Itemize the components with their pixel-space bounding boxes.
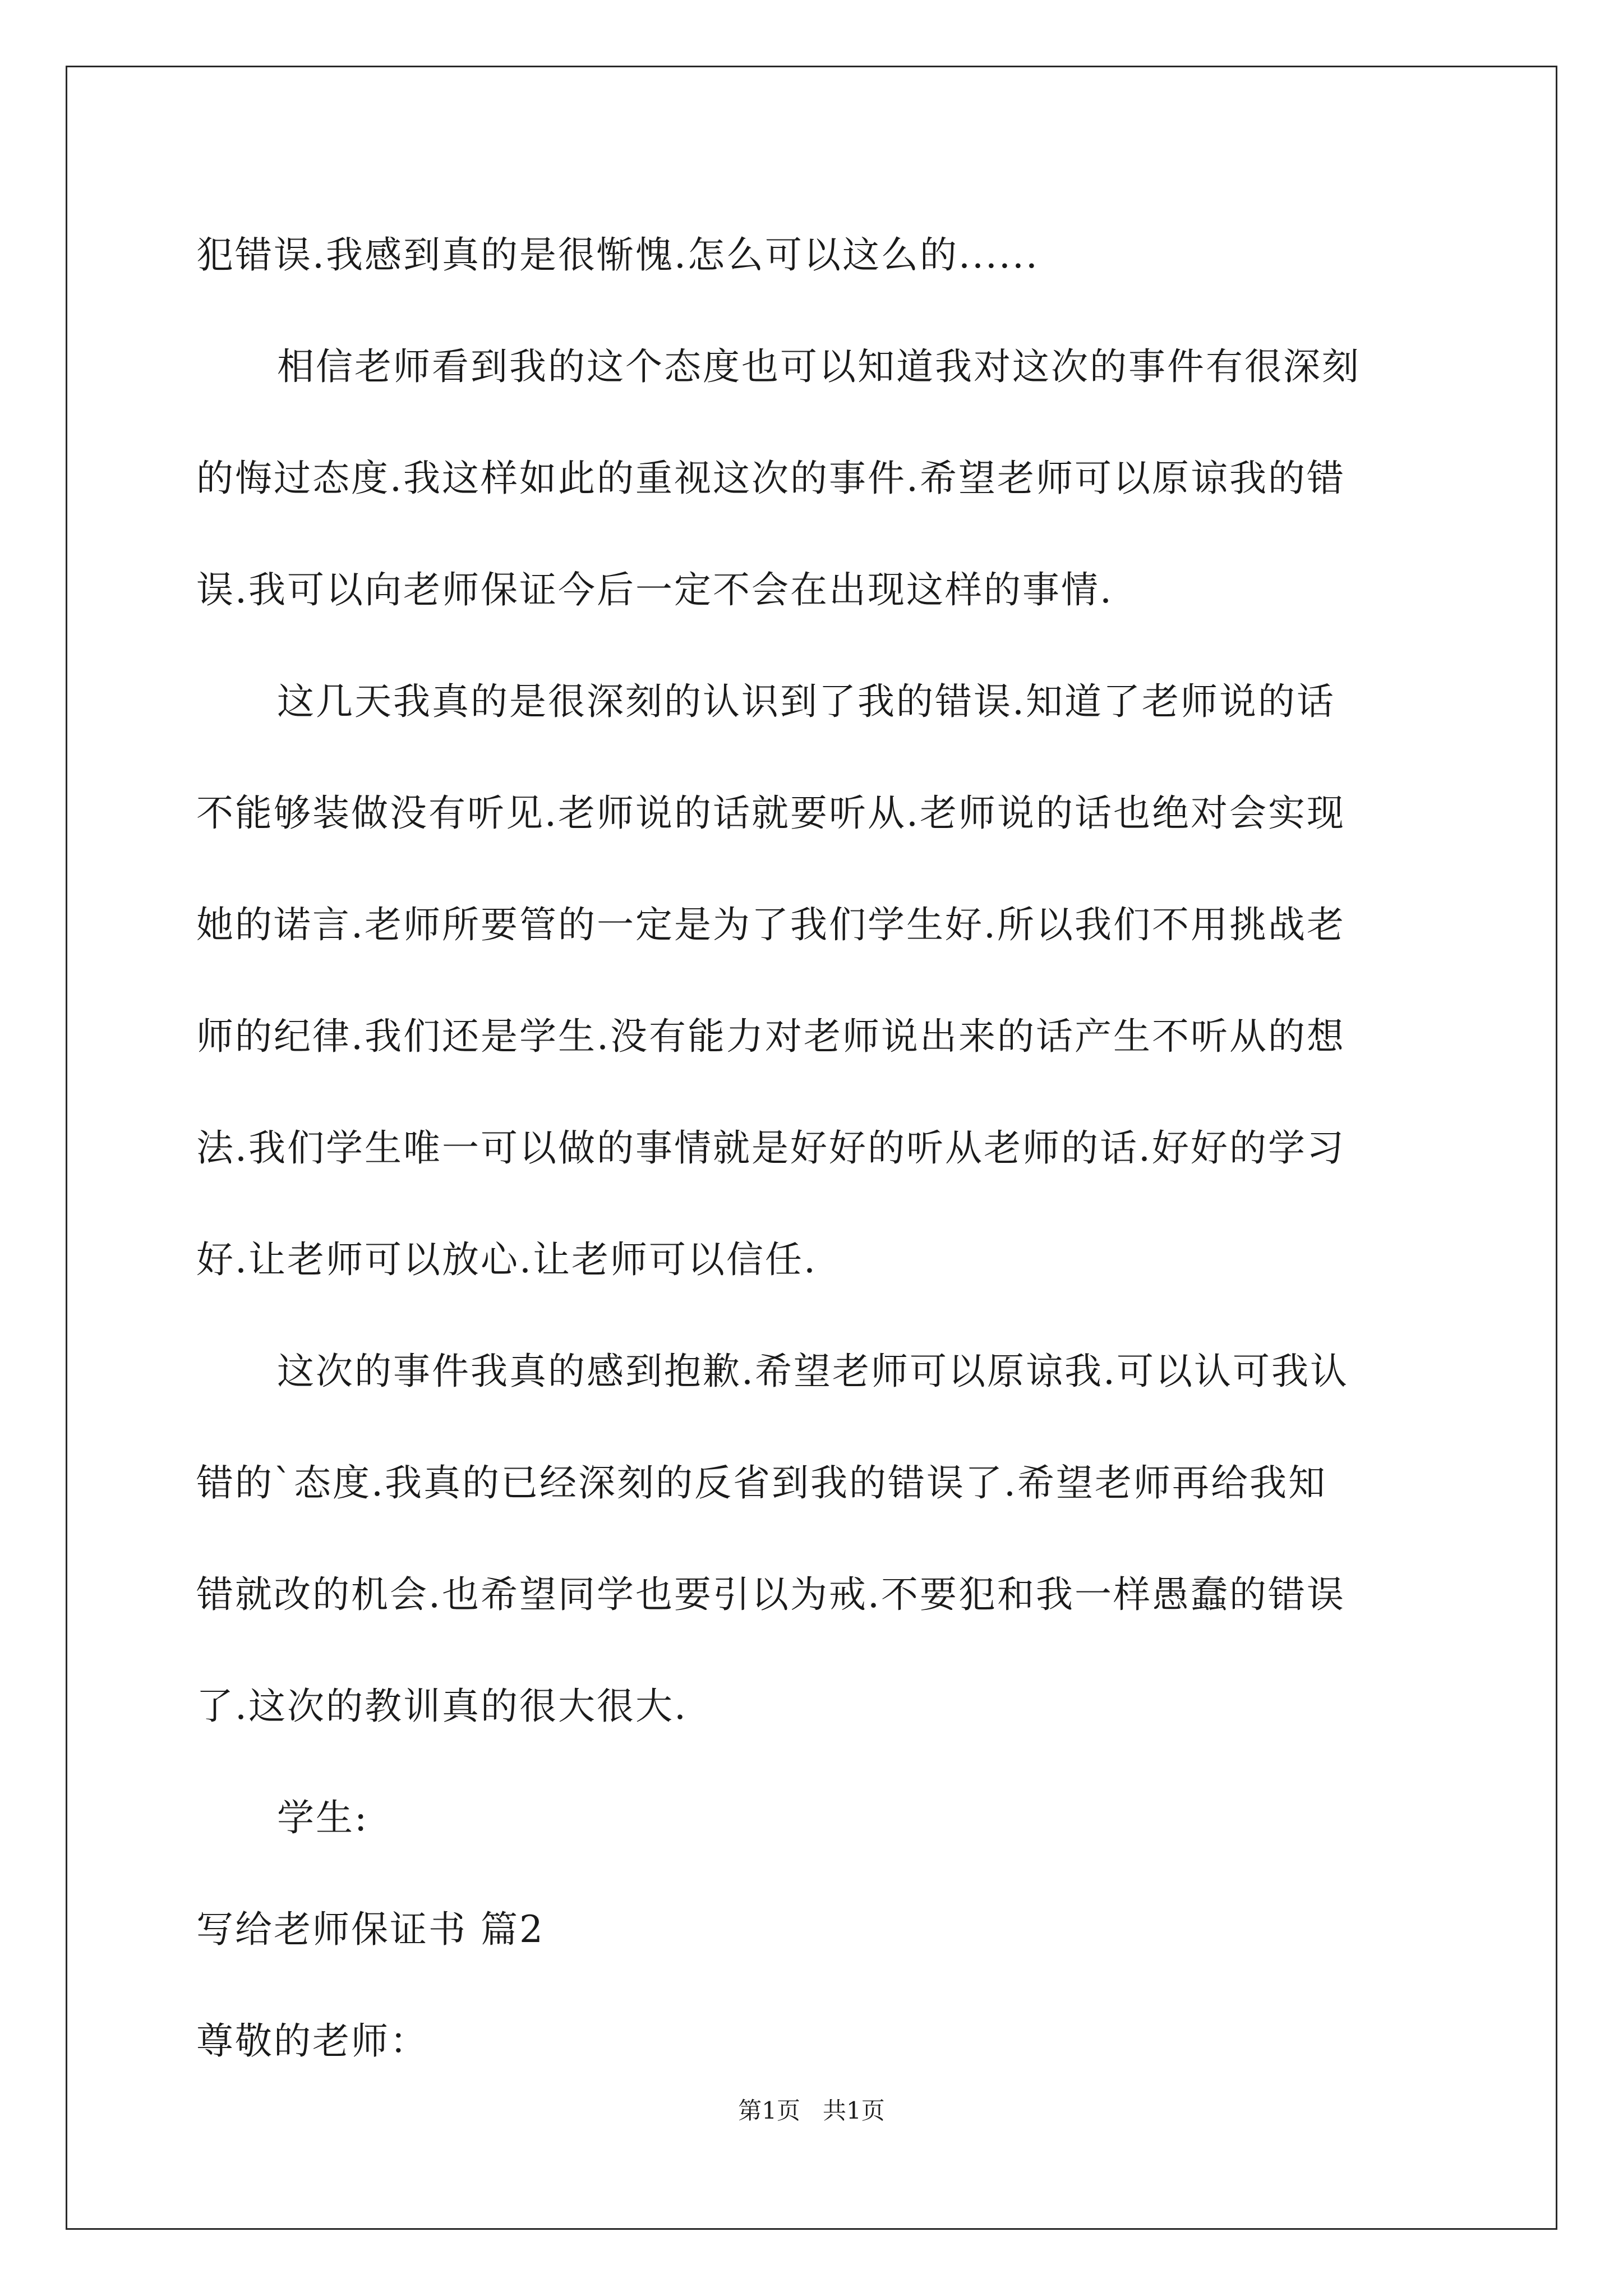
text-line: 的悔过态度.我这样如此的重视这次的事件.希望老师可以原谅我的错: [196, 457, 1345, 500]
text-line: 错就改的机会.也希望同学也要引以为戒.不要犯和我一样愚蠢的错误: [196, 1573, 1345, 1616]
page-footer: [0, 2092, 1623, 2126]
text-line: 犯错误.我感到真的是很惭愧.怎么可以这么的......: [196, 233, 1039, 277]
text-line: 好.让老师可以放心.让老师可以信任.: [196, 1238, 817, 1281]
text-line: 这次的事件我真的感到抱歉.希望老师可以原谅我.可以认可我认: [277, 1350, 1349, 1393]
salutation: 尊敬的老师：: [196, 2019, 428, 2063]
text-line: 错的`态度.我真的已经深刻的反省到我的错误了.希望老师再给我知: [196, 1461, 1327, 1504]
signature-line: 学生:: [277, 1796, 369, 1839]
page-number: 第1页: [738, 2097, 800, 2124]
section-heading: 写给老师保证书 篇2: [196, 1908, 545, 1951]
document-body: [196, 208, 1430, 2105]
text-line: 这几天我真的是很深刻的认识到了我的错误.知道了老师说的话: [277, 680, 1335, 723]
text-line: 她的诺言.老师所要管的一定是为了我们学生好.所以我们不用挑战老: [196, 903, 1345, 946]
text-line: 不能够装做没有听见.老师说的话就要听从.老师说的话也绝对会实现: [196, 792, 1345, 835]
text-line: 了.这次的教训真的很大很大.: [196, 1685, 688, 1728]
text-line: 误.我可以向老师保证今后一定不会在出现这样的事情.: [196, 568, 1113, 611]
text-line: 师的纪律.我们还是学生.没有能力对老师说出来的话产生不听从的想: [196, 1015, 1345, 1058]
text-line: 相信老师看到我的这个态度也可以知道我对这次的事件有很深刻: [277, 345, 1361, 388]
text-line: 法.我们学生唯一可以做的事情就是好好的听从老师的话.好好的学习: [196, 1126, 1345, 1170]
page-total: 共1页: [823, 2097, 885, 2124]
